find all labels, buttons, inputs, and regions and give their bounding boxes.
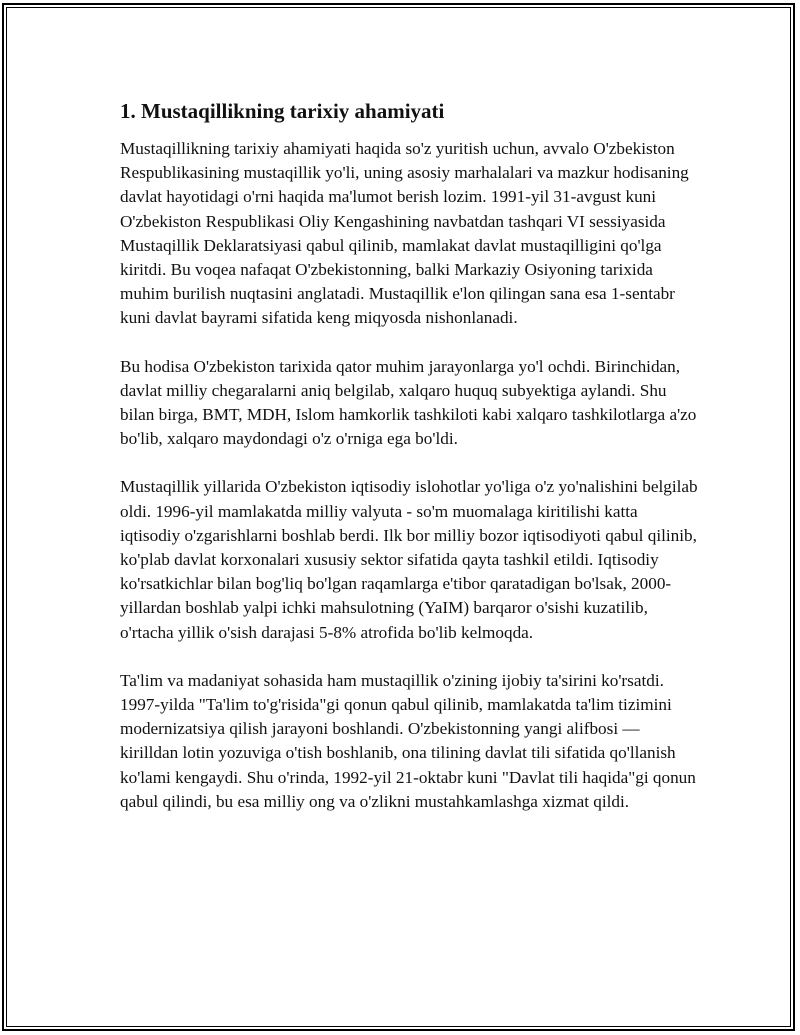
- paragraph-3: Mustaqillik yillarida O'zbekiston iqtisodiy islohotlar yo'liga o'z yo'nalishini belgilab oldi. 1996-yil mamlakatda milliy valyuta - so'm muomalaga kiritilishi katta iqtisodiy o'zgarishlarni boshlab berdi. Ilk bor milliy bozor iqtisodiyoti qabul qilinib, ko'plab davlat korxonalari xususiy sektor sifatida qayta tashkil etildi. Iqtisodiy ko'rsatkichlar bilan bog'liq bo'lgan raqamlarga e'tibor qaratadigan bo'lsak, 2000-yillardan boshlab yalpi ichki mahsulotning (YaIM) barqaror o'sishi kuzatilib, o'rtacha yillik o'sish darajasi 5-8% atrofida bo'lib kelmoqda.: [120, 477, 698, 642]
- paragraph-1: Mustaqillikning tarixiy ahamiyati haqida so'z yuritish uchun, avvalo O'zbekiston Respublikasining mustaqillik yo'li, uning asosiy marhalalari va mazkur hodisaning davlat hayotidagi o'rni haqida ma'lumot berish lozim. 1991-yil 31-avgust kuni O'zbekiston Respublikasi Oliy Kengashining navbatdan tashqari VI sessiyasida Mustaqillik Deklaratsiyasi qabul qilinib, mamlakat davlat mustaqilligini qo'lga kiritdi. Bu voqea nafaqat O'zbekistonning, balki Markaziy Osiyoning tarixida muhim burilish nuqtasini anglatadi. Mustaqillik e'lon qilingan sana esa 1-sentabr kuni davlat bayrami sifatida keng miqyosda nishonlanadi.: [120, 139, 689, 328]
- page-frame: [2, 3, 795, 1031]
- document-body: [120, 97, 700, 838]
- paragraph-2: Bu hodisa O'zbekiston tarixida qator muhim jarayonlarga yo'l ochdi. Birinchidan, davlat milliy chegaralarni aniq belgilab, xalqaro huquq subyektiga aylandi. Shu bilan birga, BMT, MDH, Islom hamkorlik tashkiloti kabi xalqaro tashkilotlarga a'zo bo'lib, xalqaro maydondagi o'z o'rniga ega bo'ldi.: [120, 356, 697, 449]
- section-heading: 1. Mustaqillikning tarixiy ahamiyati: [120, 99, 445, 123]
- paragraph-4: Ta'lim va madaniyat sohasida ham mustaqillik o'zining ijobiy ta'sirini ko'rsatdi. 1997-yilda "Ta'lim to'g'risida"gi qonun qabul qilinib, mamlakatda ta'lim tizimini modernizatsiya qilish jarayoni boshlandi. O'zbekistonning yangi alifbosi — kirilldan lotin yozuviga o'tish boshlanib, ona tilining davlat tili sifatida qo'llanish ko'lami kengaydi. Shu o'rinda, 1992-yil 21-oktabr kuni "Davlat tili haqida"gi qonun qabul qilindi, bu esa milliy ong va o'zlikni mustahkamlashga xizmat qildi.: [120, 670, 696, 811]
